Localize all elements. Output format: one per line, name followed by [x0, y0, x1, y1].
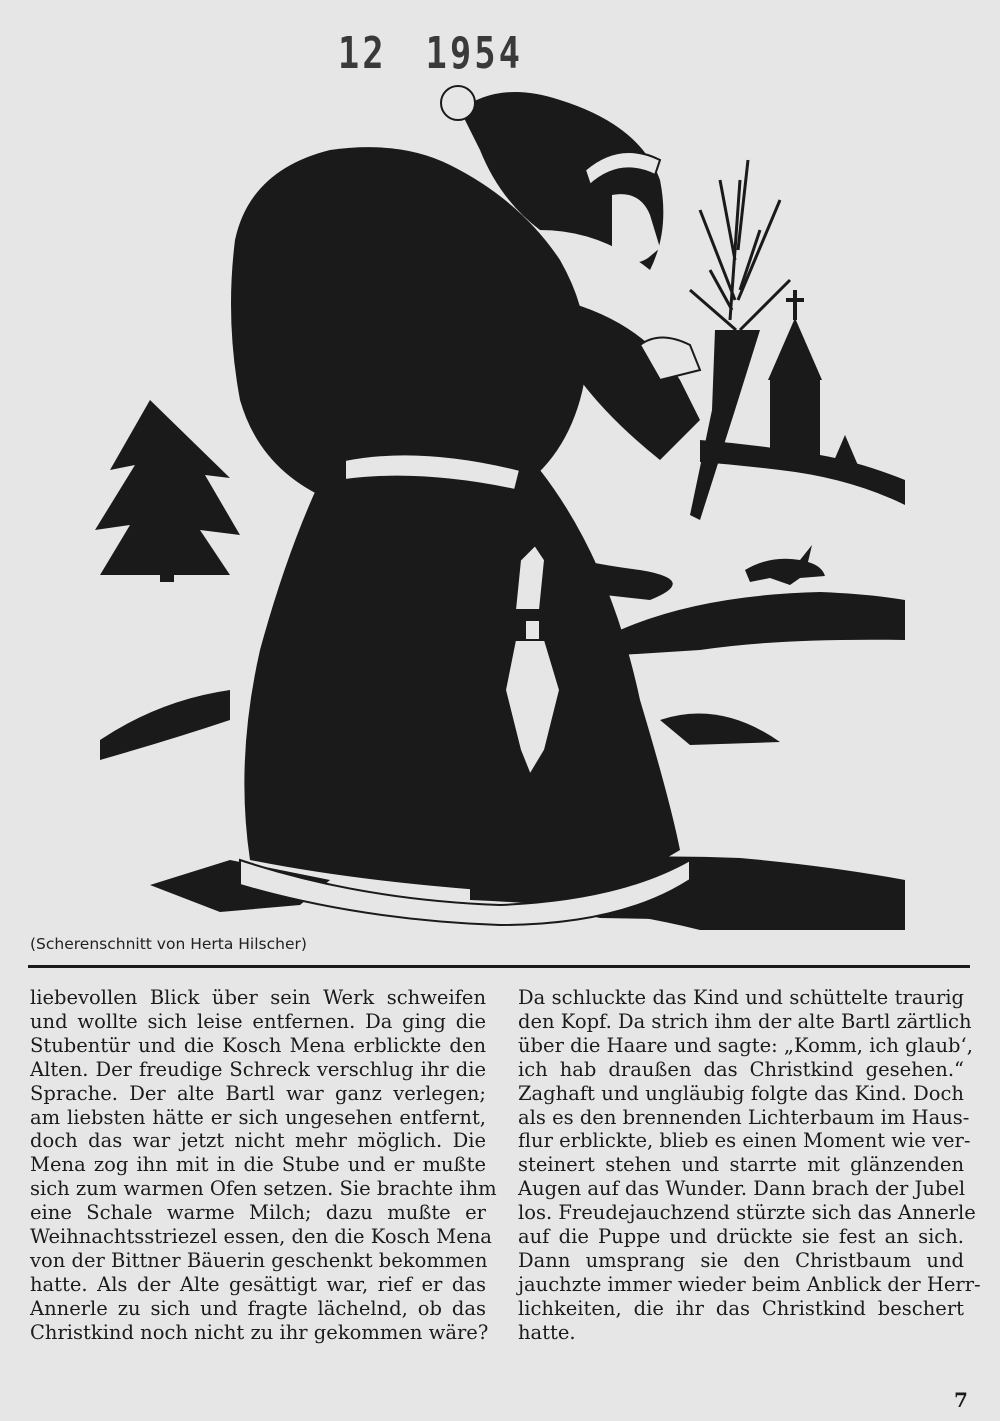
illustration-caption: (Scherenschnitt von Herta Hilscher): [30, 935, 307, 953]
text-line: hatte.: [518, 1320, 576, 1344]
text-line: über die Haare und sagte: „Komm, ich glaub‘,: [518, 1033, 973, 1057]
text-line: los. Freudejauchzend stürzte sich das Annerle: [518, 1201, 976, 1225]
fir-tree: [95, 400, 240, 582]
text-line: Da schluckte das Kind und schüttelte traurig: [518, 986, 964, 1009]
text-line: jauchzte immer wieder beim Anblick der Herr-: [518, 1272, 981, 1296]
text-line: lichkeiten, die ihr das Christkind beschert: [518, 1296, 964, 1320]
twig-bundle: [690, 160, 790, 330]
text-line: liebevollen Blick über sein Werk schweifen: [30, 986, 486, 1009]
text-line: als es den brennenden Lichterbaum im Haus-: [518, 1105, 970, 1129]
text-column-right: [518, 986, 981, 1345]
text-line: Zaghaft und ungläubig folgte das Kind. Doch: [518, 1081, 964, 1105]
page-number: 7: [954, 1388, 968, 1412]
text-line: sich zum warmen Ofen setzen. Sie brachte ihm: [30, 1177, 497, 1201]
text-line: Augen auf das Wunder. Dann brach der Jubel: [518, 1177, 966, 1201]
text-line: den Kopf. Da strich ihm der alte Bartl zärtlich: [518, 1009, 972, 1033]
text-column-left: [30, 986, 497, 1345]
text-line: ich hab draußen das Christkind gesehen.“: [518, 1057, 964, 1081]
text-line: Weihnachtsstriezel essen, den die Kosch Mena: [30, 1225, 492, 1249]
artist-monogram: HH: [838, 899, 865, 918]
text-line: Alten. Der freudige Schreck verschlug ihr die: [30, 1057, 486, 1081]
text-line: am liebsten hätte er sich ungesehen entfernt,: [30, 1105, 486, 1129]
text-line: flur erblickte, blieb es einen Moment wie ver-: [518, 1129, 971, 1153]
text-line: Christkind noch nicht zu ihr gekommen wäre?: [30, 1320, 489, 1344]
text-line: steinert stehen und starrte mit glänzenden: [518, 1153, 964, 1177]
text-line: von der Bittner Bäuerin geschenkt bekommen: [30, 1248, 488, 1272]
twig-stems: [690, 330, 760, 520]
text-line: auf die Puppe und drückte sie fest an sich.: [518, 1225, 964, 1249]
text-line: und wollte sich leise entfernen. Da ging die: [30, 1009, 486, 1033]
text-line: Sprache. Der alte Bartl war ganz verlegen;: [30, 1081, 486, 1105]
text-line: Stubentür und die Kosch Mena erblickte den: [30, 1033, 486, 1057]
text-line: doch das war jetzt nicht mehr möglich. Die: [30, 1129, 486, 1153]
text-line: Annerle zu sich und fragte lächelnd, ob das: [30, 1296, 486, 1320]
date-stamp: 12 1954: [338, 28, 524, 79]
divider-rule: [28, 965, 970, 968]
rabbit: [745, 545, 825, 585]
text-line: Mena zog ihn mit in die Stube und er mußte: [30, 1153, 486, 1177]
text-line: hatte. Als der Alte gesättigt war, rief er das: [30, 1272, 486, 1296]
text-line: Dann umsprang sie den Christbaum und: [518, 1248, 964, 1272]
text-line: eine Schale warme Milch; dazu mußte er: [30, 1201, 486, 1225]
